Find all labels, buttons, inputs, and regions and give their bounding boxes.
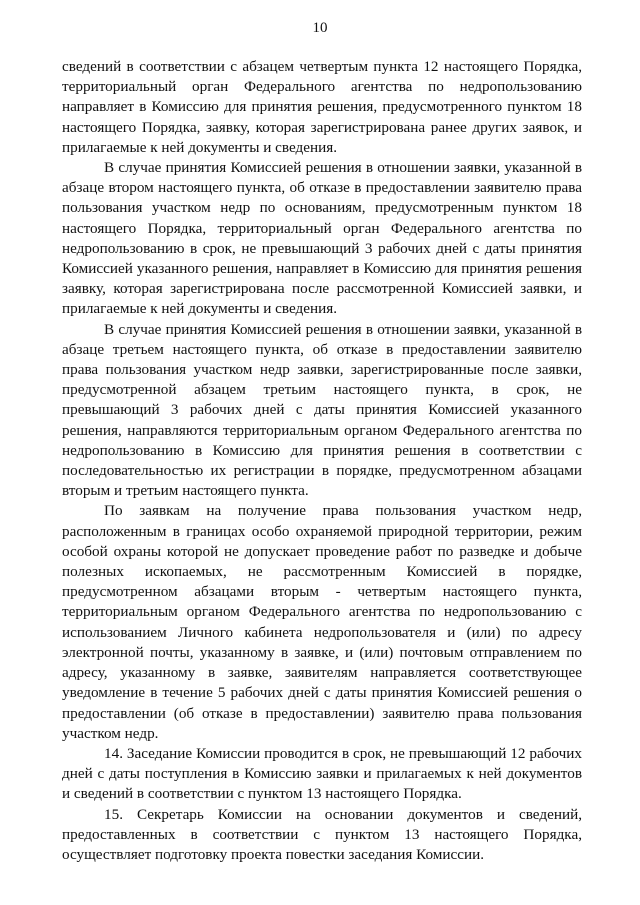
paragraph-continuation: сведений в соответствии с абзацем четвертым пункта 12 настоящего Порядка, территориальный орган Федерального агентства по недропользованию направляет в Комиссию для принятия решения, предусмотренного пунктом 18 настоящего Порядка, заявку, которая зарегистрирована ранее других заявок, и прилагаемые к ней документы и сведения. — [62, 58, 582, 156]
paragraph-protected-territory: По заявкам на получение права пользования участком недр, расположенным в границах особо охраняемой природной территории, режим особой охраны которой не допускает проведение работ по разведке и добыче полезных ископаемых, не рассмотренным Комиссией в порядке, предусмотренном абзацами вторым - четвертым настоящего пункта, территориальным органом Федерального агентства по недропользованию с использованием Личного кабинета недропользователя и (или) по адресу электронной почты, указанному в заявке, и (или) почтовым отправлением по адресу, указанному в заявке, заявителям направляется соответствующее уведомление в течение 5 рабочих дней с даты принятия Комиссией решения о предоставлении (об отказе в предоставлении) заявителю права пользования участком недр. — [62, 502, 582, 742]
paragraph-item-15: 15. Секретарь Комиссии на основании документов и сведений, предоставленных в соответствии с пунктом 13 настоящего Порядка, осуществляет подготовку проекта повестки заседания Комиссии. — [62, 805, 582, 863]
document-body — [62, 57, 582, 865]
paragraph-refusal-second: В случае принятия Комиссией решения в отношении заявки, указанной в абзаце втором настоящего пункта, об отказе в предоставлении заявителю права пользования участком недр по основаниям, предусмотренным пунктом 18 настоящего Порядка, территориальный орган Федерального агентства по недропользованию в срок, не превышающий 3 рабочих дней с даты принятия Комиссией указанного решения, направляет в Комиссию для принятия решения заявку, которая зарегистрирована после рассмотренной Комиссией заявки, и прилагаемые к ней документы и сведения. — [62, 159, 582, 318]
paragraph-refusal-third: В случае принятия Комиссией решения в отношении заявки, указанной в абзаце третьем настоящего пункта, об отказе в предоставлении заявителю права пользования участком недр заявки, зарегистрированные после заявки, предусмотренной абзацем третьим настоящего пункта, в срок, не превышающий 3 рабочих дней с даты принятия Комиссией указанного решения, направляются территориальным органом Федерального агентства по недропользованию в Комиссию для принятия решения в соответствии с последовательностью их регистрации в порядке, предусмотренном абзацами вторым и третьим настоящего пункта. — [62, 320, 582, 500]
page-number: 10 — [312, 20, 328, 36]
paragraph-item-14: 14. Заседание Комиссии проводится в срок, не превышающий 12 рабочих дней с даты поступления в Комиссию заявки и прилагаемых к ней документов и сведений в соответствии с пунктом 13 настоящего Порядка. — [62, 744, 582, 803]
